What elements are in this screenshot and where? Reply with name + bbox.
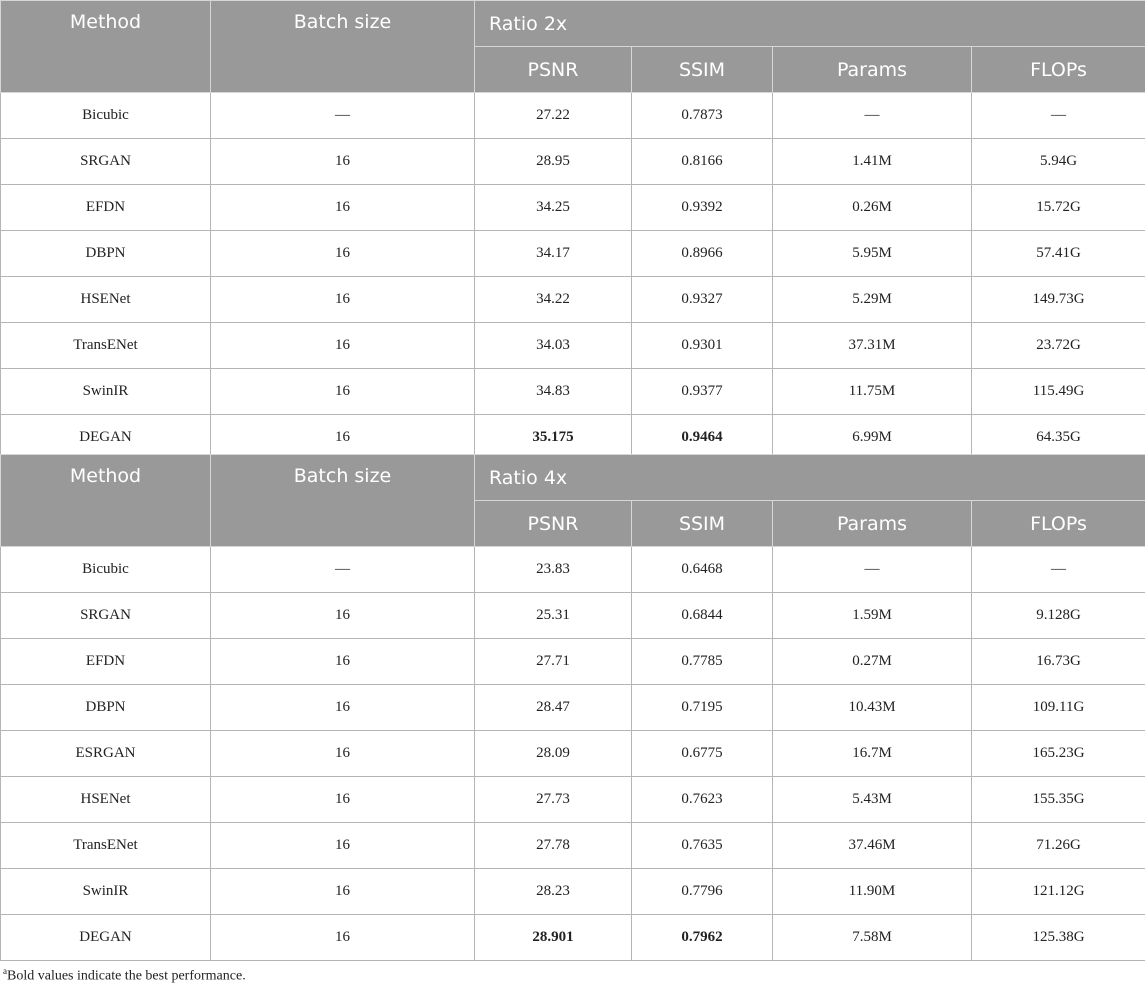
table-body [1, 547, 1145, 961]
batch-size-cell: 16 [211, 639, 475, 685]
method-cell: SwinIR [1, 869, 211, 915]
params-cell: — [773, 93, 972, 139]
params-header: Params [773, 501, 972, 547]
flops-cell: 16.73G [972, 639, 1145, 685]
params-cell: 16.7M [773, 731, 972, 777]
method-cell: SwinIR [1, 369, 211, 415]
method-cell: DBPN [1, 685, 211, 731]
batch-size-header: Batch size [211, 1, 475, 93]
psnr-cell: 28.23 [475, 869, 632, 915]
ssim-cell: 0.9327 [632, 277, 773, 323]
params-cell: 0.27M [773, 639, 972, 685]
table-row [1, 369, 1145, 415]
psnr-cell: 35.175 [475, 415, 632, 461]
method-cell: SRGAN [1, 139, 211, 185]
ssim-cell: 0.6775 [632, 731, 773, 777]
method-header: Method [1, 1, 211, 93]
psnr-cell: 27.73 [475, 777, 632, 823]
ssim-cell: 0.9301 [632, 323, 773, 369]
table-row [1, 231, 1145, 277]
batch-size-cell: 16 [211, 915, 475, 961]
ssim-cell: 0.7873 [632, 93, 773, 139]
ssim-cell: 0.8966 [632, 231, 773, 277]
table-row [1, 685, 1145, 731]
flops-cell: — [972, 547, 1145, 593]
results-table-ratio-2x [0, 0, 1145, 461]
method-cell: ESRGAN [1, 731, 211, 777]
psnr-cell: 28.901 [475, 915, 632, 961]
params-cell: 1.41M [773, 139, 972, 185]
method-cell: SRGAN [1, 593, 211, 639]
params-header: Params [773, 47, 972, 93]
flops-cell: 149.73G [972, 277, 1145, 323]
flops-cell: 23.72G [972, 323, 1145, 369]
flops-cell: 165.23G [972, 731, 1145, 777]
ssim-cell: 0.9392 [632, 185, 773, 231]
batch-size-cell: 16 [211, 185, 475, 231]
batch-size-cell: 16 [211, 869, 475, 915]
ssim-cell: 0.7796 [632, 869, 773, 915]
ssim-cell: 0.6844 [632, 593, 773, 639]
batch-size-cell: 16 [211, 823, 475, 869]
flops-header: FLOPs [972, 501, 1145, 547]
method-cell: DEGAN [1, 415, 211, 461]
table-row [1, 731, 1145, 777]
footnote-marker: a [3, 966, 7, 976]
ssim-cell: 0.9464 [632, 415, 773, 461]
psnr-cell: 34.17 [475, 231, 632, 277]
psnr-cell: 34.83 [475, 369, 632, 415]
batch-size-cell: 16 [211, 369, 475, 415]
method-cell: HSENet [1, 777, 211, 823]
ssim-cell: 0.7623 [632, 777, 773, 823]
flops-header: FLOPs [972, 47, 1145, 93]
psnr-cell: 25.31 [475, 593, 632, 639]
batch-size-cell: 16 [211, 415, 475, 461]
flops-cell: — [972, 93, 1145, 139]
method-cell: HSENet [1, 277, 211, 323]
table-body [1, 93, 1145, 461]
method-cell: Bicubic [1, 93, 211, 139]
ratio-header: Ratio 2x [475, 1, 1145, 47]
method-header: Method [1, 455, 211, 547]
table-row [1, 93, 1145, 139]
params-cell: 5.29M [773, 277, 972, 323]
psnr-cell: 27.78 [475, 823, 632, 869]
table-row [1, 139, 1145, 185]
psnr-header: PSNR [475, 47, 632, 93]
params-cell: — [773, 547, 972, 593]
batch-size-cell: 16 [211, 277, 475, 323]
method-cell: TransENet [1, 323, 211, 369]
flops-cell: 57.41G [972, 231, 1145, 277]
ssim-header: SSIM [632, 501, 773, 547]
ssim-cell: 0.7785 [632, 639, 773, 685]
params-cell: 5.43M [773, 777, 972, 823]
table-row [1, 639, 1145, 685]
batch-size-cell: 16 [211, 231, 475, 277]
psnr-cell: 34.25 [475, 185, 632, 231]
batch-size-cell: 16 [211, 685, 475, 731]
flops-cell: 115.49G [972, 369, 1145, 415]
results-table-ratio-4x [0, 454, 1145, 961]
batch-size-cell: 16 [211, 323, 475, 369]
psnr-cell: 34.22 [475, 277, 632, 323]
flops-cell: 109.11G [972, 685, 1145, 731]
psnr-cell: 28.95 [475, 139, 632, 185]
ssim-cell: 0.8166 [632, 139, 773, 185]
table-row [1, 185, 1145, 231]
flops-cell: 15.72G [972, 185, 1145, 231]
flops-cell: 5.94G [972, 139, 1145, 185]
footnote [3, 966, 246, 985]
psnr-cell: 34.03 [475, 323, 632, 369]
ssim-cell: 0.7635 [632, 823, 773, 869]
ssim-cell: 0.7962 [632, 915, 773, 961]
params-cell: 37.46M [773, 823, 972, 869]
batch-size-cell: 16 [211, 593, 475, 639]
ratio-header: Ratio 4x [475, 455, 1145, 501]
psnr-cell: 28.09 [475, 731, 632, 777]
params-cell: 0.26M [773, 185, 972, 231]
psnr-cell: 28.47 [475, 685, 632, 731]
flops-cell: 121.12G [972, 869, 1145, 915]
flops-cell: 155.35G [972, 777, 1145, 823]
method-cell: Bicubic [1, 547, 211, 593]
method-cell: EFDN [1, 185, 211, 231]
batch-size-cell: 16 [211, 731, 475, 777]
method-cell: EFDN [1, 639, 211, 685]
params-cell: 11.90M [773, 869, 972, 915]
batch-size-cell: — [211, 93, 475, 139]
flops-cell: 9.128G [972, 593, 1145, 639]
batch-size-cell: 16 [211, 777, 475, 823]
table-row [1, 547, 1145, 593]
params-cell: 6.99M [773, 415, 972, 461]
table-row [1, 593, 1145, 639]
params-cell: 1.59M [773, 593, 972, 639]
batch-size-header: Batch size [211, 455, 475, 547]
table-row [1, 777, 1145, 823]
flops-cell: 125.38G [972, 915, 1145, 961]
flops-cell: 71.26G [972, 823, 1145, 869]
table-row [1, 277, 1145, 323]
table-row [1, 869, 1145, 915]
psnr-cell: 27.22 [475, 93, 632, 139]
table-row [1, 823, 1145, 869]
params-cell: 7.58M [773, 915, 972, 961]
params-cell: 10.43M [773, 685, 972, 731]
ssim-cell: 0.9377 [632, 369, 773, 415]
method-cell: DEGAN [1, 915, 211, 961]
params-cell: 11.75M [773, 369, 972, 415]
batch-size-cell: — [211, 547, 475, 593]
params-cell: 37.31M [773, 323, 972, 369]
footnote-text: Bold values indicate the best performance. [7, 969, 246, 984]
method-cell: DBPN [1, 231, 211, 277]
ssim-header: SSIM [632, 47, 773, 93]
params-cell: 5.95M [773, 231, 972, 277]
psnr-cell: 23.83 [475, 547, 632, 593]
ssim-cell: 0.7195 [632, 685, 773, 731]
table-row [1, 323, 1145, 369]
psnr-header: PSNR [475, 501, 632, 547]
psnr-cell: 27.71 [475, 639, 632, 685]
flops-cell: 64.35G [972, 415, 1145, 461]
ssim-cell: 0.6468 [632, 547, 773, 593]
table-row [1, 915, 1145, 961]
method-cell: TransENet [1, 823, 211, 869]
batch-size-cell: 16 [211, 139, 475, 185]
